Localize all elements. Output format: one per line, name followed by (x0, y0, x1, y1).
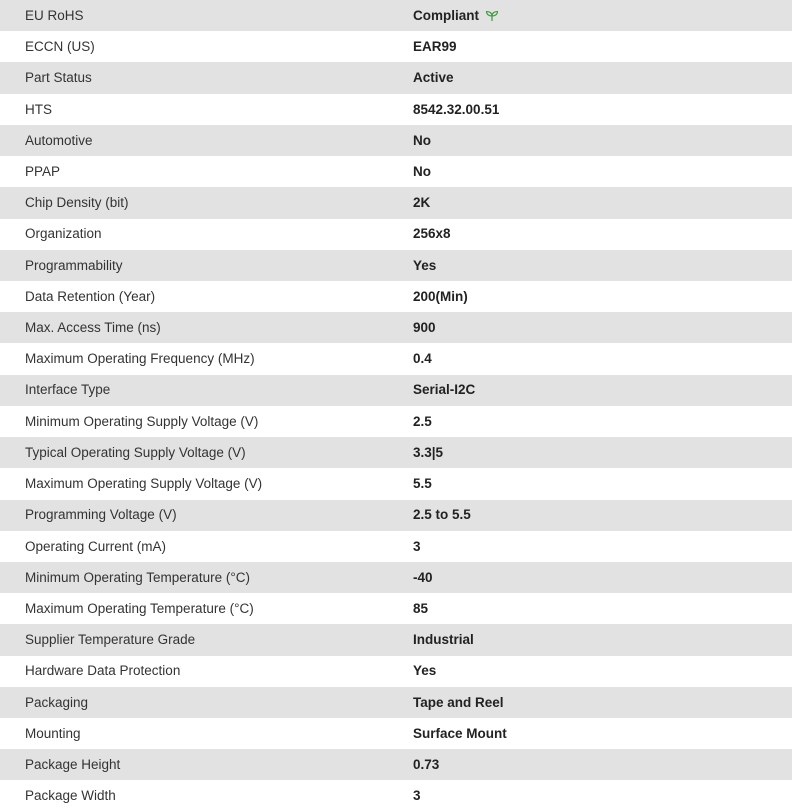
spec-label: Organization (0, 219, 388, 250)
table-row (0, 562, 792, 593)
table-row (0, 656, 792, 687)
spec-value-text: 8542.32.00.51 (413, 101, 500, 117)
table-row (0, 500, 792, 531)
spec-value (388, 593, 792, 624)
spec-value-text: 256x8 (413, 226, 451, 242)
spec-value (388, 94, 792, 125)
spec-label: Minimum Operating Temperature (°C) (0, 562, 388, 593)
spec-value (388, 780, 792, 811)
spec-value-text: Serial-I2C (413, 382, 476, 398)
table-row (0, 281, 792, 312)
spec-value (388, 468, 792, 499)
spec-label: Package Height (0, 749, 388, 780)
spec-label: Data Retention (Year) (0, 281, 388, 312)
spec-label: Programmability (0, 250, 388, 281)
spec-label: Max. Access Time (ns) (0, 312, 388, 343)
spec-value (388, 375, 792, 406)
spec-value-text: No (413, 132, 431, 148)
table-row (0, 219, 792, 250)
spec-value (388, 125, 792, 156)
spec-value-text: 0.73 (413, 757, 440, 773)
spec-value-text: 85 (413, 601, 429, 617)
table-row (0, 468, 792, 499)
spec-label: Supplier Temperature Grade (0, 624, 388, 655)
spec-value-text: 900 (413, 320, 436, 336)
spec-value-text: Surface Mount (413, 725, 507, 741)
spec-value (388, 187, 792, 218)
table-row (0, 343, 792, 374)
spec-label: Part Status (0, 62, 388, 93)
spec-value-text: 3 (413, 788, 421, 804)
spec-value-text: Industrial (413, 632, 474, 648)
spec-label: Chip Density (bit) (0, 187, 388, 218)
spec-value (388, 312, 792, 343)
spec-label: ECCN (US) (0, 31, 388, 62)
table-row (0, 250, 792, 281)
table-row (0, 94, 792, 125)
spec-value-text: 2K (413, 195, 431, 211)
table-row (0, 624, 792, 655)
spec-value (388, 0, 792, 31)
spec-value (388, 250, 792, 281)
table-row (0, 156, 792, 187)
spec-value-text: -40 (413, 569, 433, 585)
spec-value-text: 0.4 (413, 351, 432, 367)
spec-label: Mounting (0, 718, 388, 749)
leaf-icon (485, 10, 499, 22)
spec-value-text: No (413, 163, 431, 179)
spec-value-text: Active (413, 70, 454, 86)
table-row (0, 125, 792, 156)
spec-value (388, 219, 792, 250)
spec-value (388, 281, 792, 312)
table-row (0, 749, 792, 780)
spec-value-text: Yes (413, 257, 437, 273)
table-row (0, 312, 792, 343)
spec-label: Automotive (0, 125, 388, 156)
spec-value (388, 343, 792, 374)
spec-value (388, 437, 792, 468)
spec-value (388, 406, 792, 437)
spec-value-text: Compliant (413, 7, 479, 23)
spec-value (388, 687, 792, 718)
table-row (0, 718, 792, 749)
spec-label: Typical Operating Supply Voltage (V) (0, 437, 388, 468)
spec-label: Maximum Operating Supply Voltage (V) (0, 468, 388, 499)
spec-value-text: 5.5 (413, 476, 432, 492)
spec-value (388, 31, 792, 62)
spec-value-text: 200(Min) (413, 288, 468, 304)
spec-value (388, 562, 792, 593)
spec-label: Hardware Data Protection (0, 656, 388, 687)
spec-value (388, 624, 792, 655)
table-row (0, 0, 792, 31)
spec-value (388, 656, 792, 687)
table-row (0, 593, 792, 624)
table-row (0, 187, 792, 218)
spec-label: EU RoHS (0, 0, 388, 31)
spec-value (388, 500, 792, 531)
spec-value-text: Tape and Reel (413, 694, 504, 710)
table-row (0, 437, 792, 468)
spec-value (388, 156, 792, 187)
spec-label: HTS (0, 94, 388, 125)
spec-value (388, 749, 792, 780)
spec-value (388, 718, 792, 749)
spec-value-text: 3.3|5 (413, 444, 444, 460)
table-row (0, 780, 792, 811)
spec-label: Interface Type (0, 375, 388, 406)
spec-label: Minimum Operating Supply Voltage (V) (0, 406, 388, 437)
spec-label: Package Width (0, 780, 388, 811)
spec-value-text: EAR99 (413, 39, 457, 55)
spec-value (388, 62, 792, 93)
table-row (0, 62, 792, 93)
spec-label: Maximum Operating Temperature (°C) (0, 593, 388, 624)
table-row (0, 375, 792, 406)
spec-value-text: 3 (413, 538, 421, 554)
spec-label: Programming Voltage (V) (0, 500, 388, 531)
spec-value-text: 2.5 (413, 413, 432, 429)
table-row (0, 31, 792, 62)
spec-value-text: 2.5 to 5.5 (413, 507, 471, 523)
spec-value-text: Yes (413, 663, 437, 679)
spec-label: Packaging (0, 687, 388, 718)
table-row (0, 406, 792, 437)
table-row (0, 531, 792, 562)
spec-label: Operating Current (mA) (0, 531, 388, 562)
spec-value (388, 531, 792, 562)
spec-label: Maximum Operating Frequency (MHz) (0, 343, 388, 374)
spec-label: PPAP (0, 156, 388, 187)
table-row (0, 687, 792, 718)
